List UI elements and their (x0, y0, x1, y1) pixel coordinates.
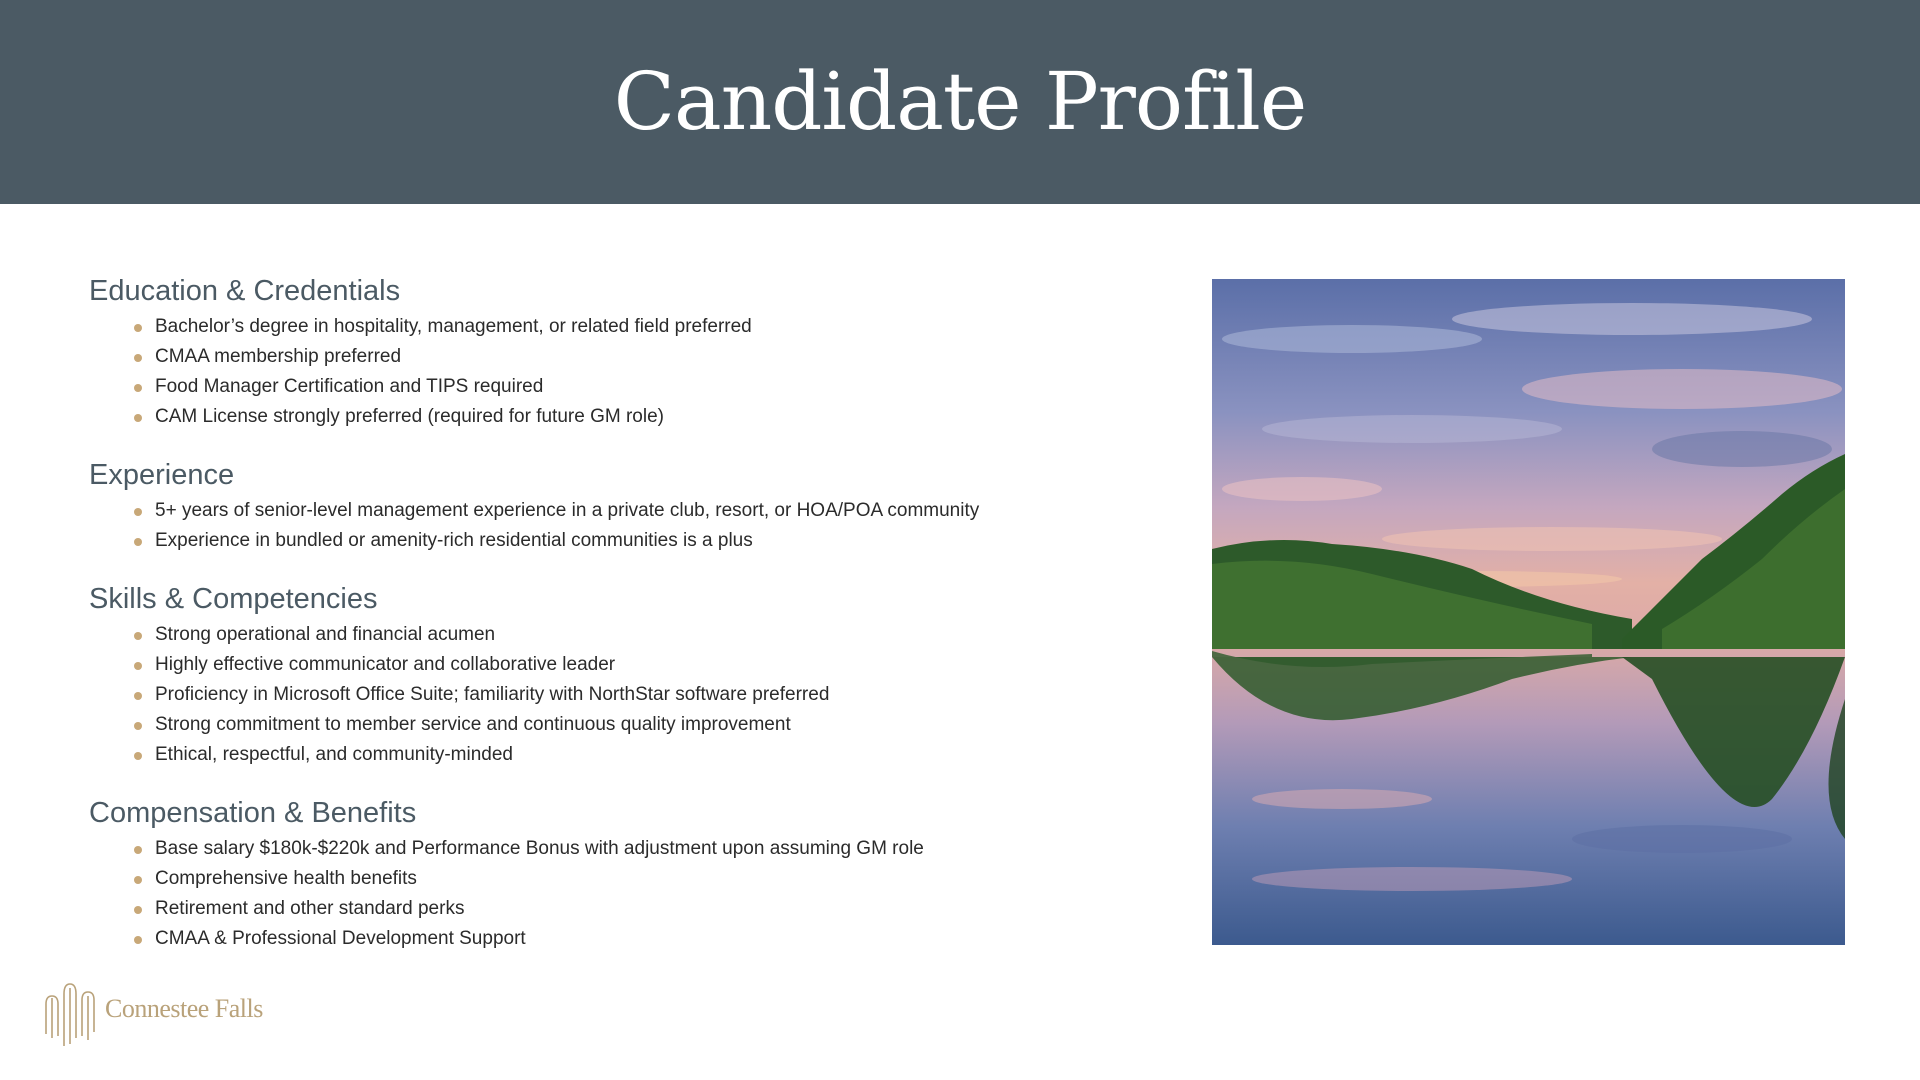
logo-wordmark: Connestee Falls (105, 994, 263, 1023)
list-item (155, 894, 1149, 924)
header-band (0, 0, 1920, 204)
list-item (155, 402, 1149, 432)
list-item-text: 5+ years of senior-level management experience in a private club, resort, or HOA/POA community (155, 500, 980, 521)
list-item (155, 312, 1149, 342)
bullet-icon (134, 662, 142, 670)
bullet-icon (134, 538, 142, 546)
section-heading: Experience (89, 459, 235, 491)
content-column (89, 272, 1149, 978)
page-title: Candidate Profile (613, 55, 1307, 148)
list-item-text: Strong operational and financial acumen (155, 624, 496, 645)
section-heading: Compensation & Benefits (89, 797, 417, 829)
bullet-list (89, 834, 1149, 954)
list-item (155, 710, 1149, 740)
section-education (89, 272, 1149, 432)
list-item-text: Retirement and other standard perks (155, 898, 465, 919)
bullet-icon (134, 876, 142, 884)
list-item (155, 496, 1149, 526)
bullet-list (89, 620, 1149, 770)
bullet-icon (134, 632, 142, 640)
bullet-icon (134, 752, 142, 760)
bullet-list (89, 312, 1149, 432)
list-item (155, 740, 1149, 770)
list-item (155, 680, 1149, 710)
bullet-icon (134, 414, 142, 422)
list-item (155, 924, 1149, 954)
waterfall-logo-icon (38, 974, 102, 1046)
bullet-icon (134, 354, 142, 362)
section-heading: Skills & Competencies (89, 583, 378, 615)
bullet-icon (134, 324, 142, 332)
list-item (155, 526, 1149, 556)
list-item-text: Strong commitment to member service and continuous quality improvement (155, 714, 791, 735)
connestee-falls-logo (38, 974, 268, 1046)
list-item (155, 864, 1149, 894)
list-item (155, 372, 1149, 402)
list-item-text: Comprehensive health benefits (155, 868, 417, 889)
bullet-icon (134, 384, 142, 392)
section-compensation (89, 794, 1149, 954)
list-item-text: CMAA membership preferred (155, 346, 402, 367)
list-item (155, 620, 1149, 650)
list-item (155, 342, 1149, 372)
list-item (155, 650, 1149, 680)
list-item-text: Ethical, respectful, and community-minded (155, 744, 513, 765)
list-item-text: Proficiency in Microsoft Office Suite; familiarity with NorthStar software preferred (155, 684, 830, 705)
list-item-text: Experience in bundled or amenity-rich residential communities is a plus (155, 530, 753, 551)
bullet-icon (134, 692, 142, 700)
lake-photo (1212, 279, 1845, 945)
bullet-icon (134, 846, 142, 854)
bullet-list (89, 496, 1149, 556)
section-heading: Education & Credentials (89, 275, 401, 307)
section-skills (89, 580, 1149, 770)
bullet-icon (134, 508, 142, 516)
list-item-text: Bachelor’s degree in hospitality, management, or related field preferred (155, 316, 752, 337)
list-item-text: CAM License strongly preferred (required for future GM role) (155, 406, 664, 427)
list-item-text: Highly effective communicator and collaborative leader (155, 654, 616, 675)
list-item-text: Base salary $180k-$220k and Performance Bonus with adjustment upon assuming GM role (155, 838, 924, 859)
bullet-icon (134, 722, 142, 730)
bullet-icon (134, 936, 142, 944)
list-item (155, 834, 1149, 864)
bullet-icon (134, 906, 142, 914)
list-item-text: CMAA & Professional Development Support (155, 928, 526, 949)
list-item-text: Food Manager Certification and TIPS required (155, 376, 544, 397)
section-experience (89, 456, 1149, 556)
